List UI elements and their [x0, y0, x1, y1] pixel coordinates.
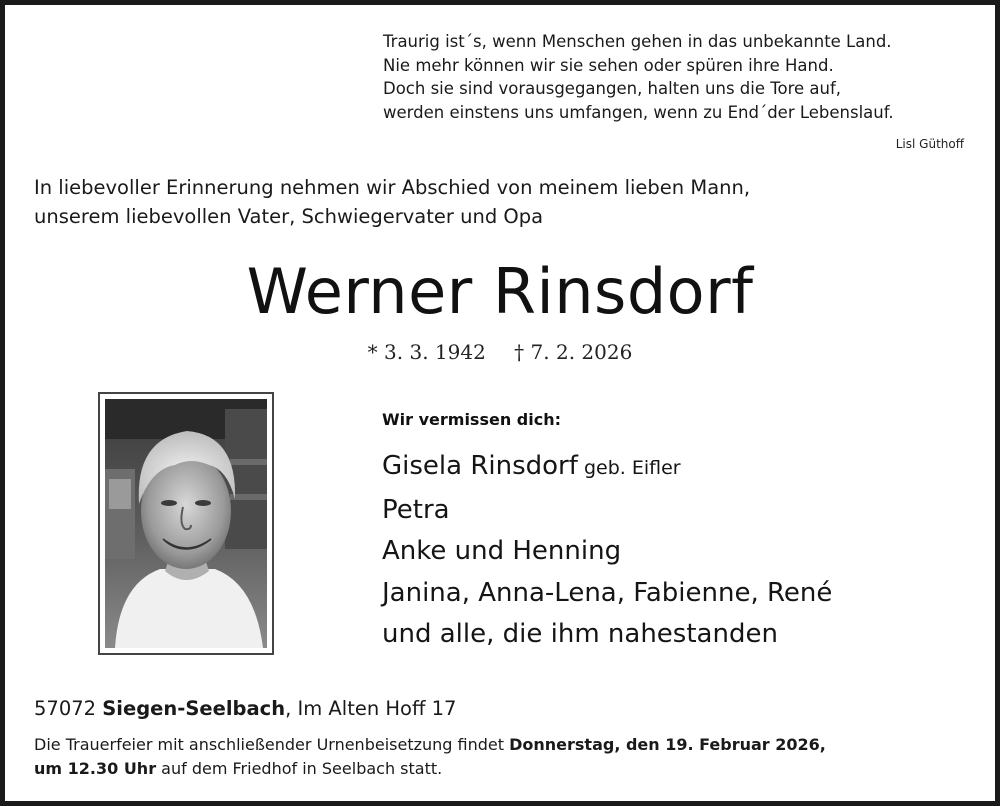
- address: [34, 697, 456, 720]
- ceremony-line: [34, 733, 826, 757]
- mourner-line: Anke und Henning: [382, 536, 622, 566]
- mourner-line: Janina, Anna-Lena, Fabienne, René: [382, 577, 833, 608]
- poem-line: Traurig ist´s, wenn Menschen gehen in das unbekannte Land.: [383, 32, 892, 51]
- ceremony-line: [34, 757, 826, 781]
- poem-line: werden einstens uns umfangen, wenn zu End´der Lebenslauf.: [383, 102, 894, 122]
- ceremony-text: Die Trauerfeier mit anschließender Urnenbeisetzung findet: [34, 735, 510, 754]
- mourners-label: Wir vermissen dich:: [382, 410, 561, 429]
- ceremony-info: [34, 733, 826, 781]
- mourner-line: [382, 446, 832, 490]
- poem: [383, 30, 973, 124]
- deceased-name: Werner Rinsdorf: [246, 255, 754, 328]
- portrait-photo: [98, 392, 274, 655]
- mourners-list: [382, 446, 832, 656]
- intro-line: In liebevoller Erinnerung nehmen wir Abschied von meinem lieben Mann,: [34, 176, 751, 199]
- birth-date: * 3. 3. 1942: [367, 340, 486, 364]
- ceremony-time: um 12.30 Uhr: [34, 759, 157, 778]
- ceremony-place: auf dem Friedhof in Seelbach statt.: [156, 759, 443, 778]
- ceremony-date: Donnerstag, den 19. Februar 2026,: [509, 735, 826, 754]
- poem-author: Lisl Güthoff: [895, 137, 964, 151]
- intro-text: [34, 173, 750, 231]
- maiden-name: geb. Eifler: [577, 457, 681, 479]
- poem-line: Doch sie sind vorausgegangen, halten uns die Tore auf,: [383, 79, 842, 98]
- mourner-line: und alle, die ihm nahestanden: [382, 619, 778, 649]
- death-date: † 7. 2. 2026: [514, 340, 633, 364]
- address-city: Siegen-Seelbach: [102, 697, 286, 720]
- mourner-wife: Gisela Rinsdorf: [382, 451, 578, 481]
- mourner-line: Petra: [382, 494, 450, 525]
- address-zip: 57072: [34, 697, 103, 720]
- life-dates: [0, 340, 1000, 364]
- portrait-photo-icon: [105, 399, 267, 648]
- address-street: , Im Alten Hoff 17: [285, 697, 457, 720]
- intro-line: unserem liebevollen Vater, Schwiegervater und Opa: [34, 205, 544, 228]
- poem-line: Nie mehr können wir sie sehen oder spüren ihre Hand.: [383, 55, 834, 75]
